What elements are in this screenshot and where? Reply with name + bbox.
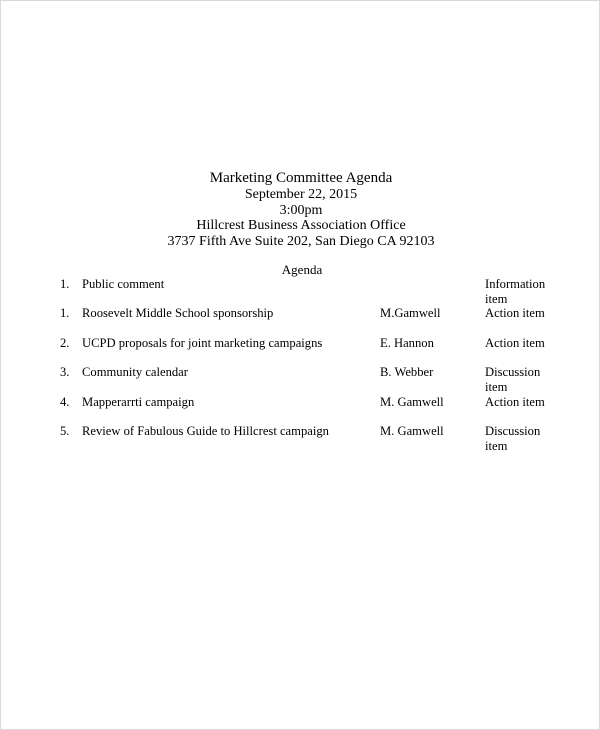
item-number: 2. [60,336,70,350]
item-topic: Review of Fabulous Guide to Hillcrest campaign [82,424,329,438]
item-type: Action item [485,395,545,409]
meeting-address: 3737 Fifth Ave Suite 202, San Diego CA 92103 [167,233,435,249]
document-title: Marketing Committee Agenda [209,170,393,186]
item-number: 1. [60,306,70,320]
agenda-heading: Agenda [281,262,323,277]
item-type: Discussion item [485,365,541,394]
item-number: 5. [60,424,70,438]
item-type: Discussion item [485,424,541,453]
item-owner: M. Gamwell [380,424,444,438]
item-topic: Mapperarrti campaign [82,395,195,409]
item-type: Action item [485,336,545,350]
item-number: 4. [60,395,70,409]
item-owner: M. Gamwell [380,395,444,409]
item-owner: B. Webber [380,365,434,379]
meeting-date: September 22, 2015 [244,187,358,202]
item-topic: Community calendar [82,365,188,379]
item-owner: E. Hannon [380,336,434,350]
meeting-location: Hillcrest Business Association Office [196,218,406,233]
item-topic: Public comment [82,277,165,291]
item-type: Action item [485,306,545,320]
item-topic: Roosevelt Middle School sponsorship [82,306,274,320]
item-number: 3. [60,365,70,379]
item-owner: M.Gamwell [380,306,441,320]
item-topic: UCPD proposals for joint marketing campaigns [82,336,323,350]
item-number: 1. [60,277,70,291]
meeting-time: 3:00pm [279,202,323,218]
item-type: Information item [485,277,546,306]
agenda-header [1,170,600,249]
